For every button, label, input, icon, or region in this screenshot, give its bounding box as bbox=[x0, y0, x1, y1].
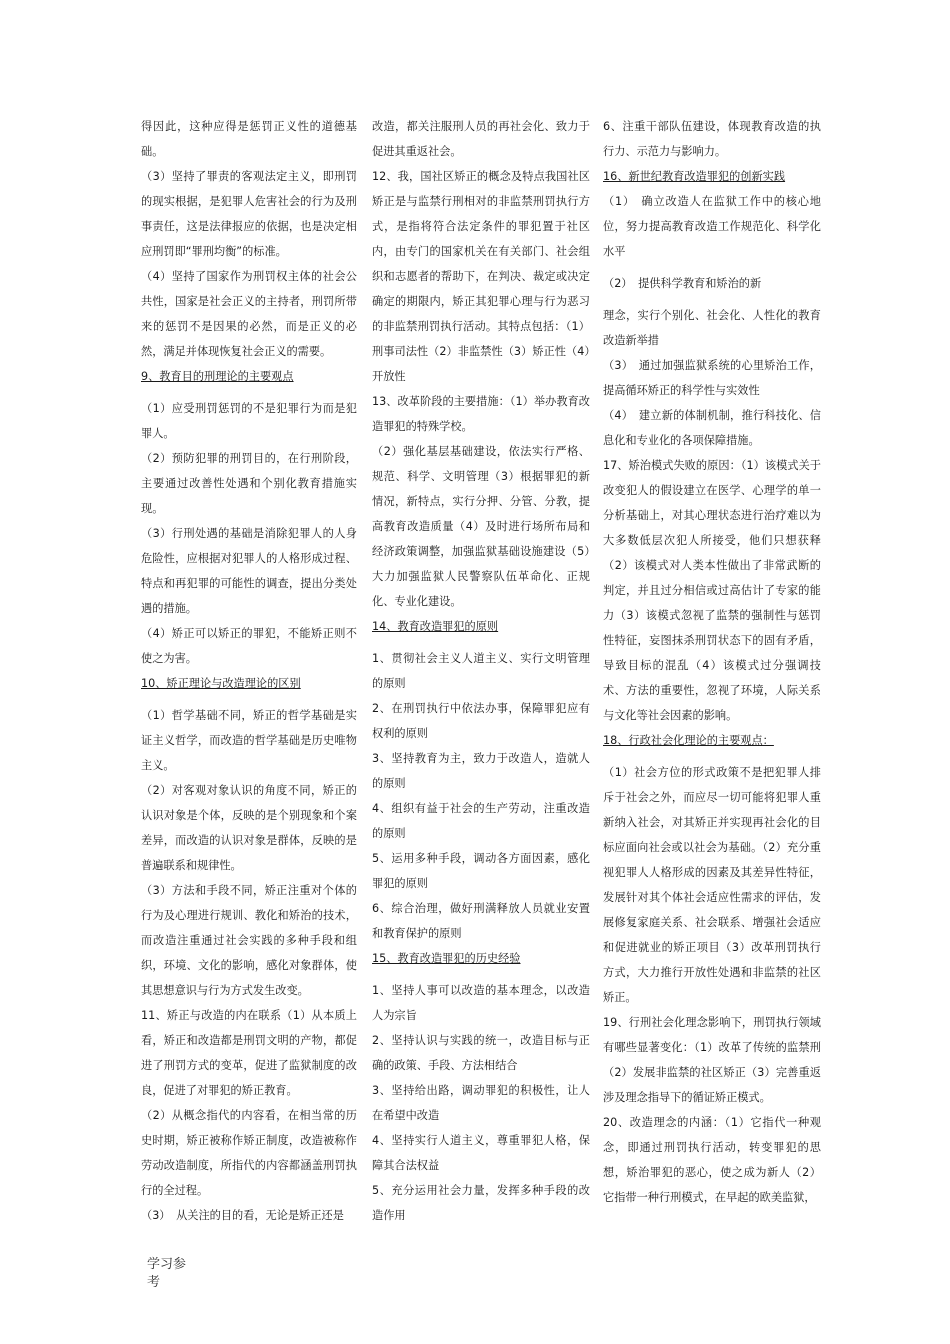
section-heading: 16、新世纪教育改造罪犯的创新实践 bbox=[603, 170, 786, 183]
paragraph: 改造，都关注服刑人员的再社会化、致力于促进其重返社会。 bbox=[372, 120, 590, 158]
list-item: 4、组织有益于社会的生产劳动，注重改造的原则 bbox=[372, 802, 590, 840]
paragraph: （3） 通过加强监狱系统的心里矫治工作，提高循环矫正的科学性与实效性 bbox=[603, 359, 821, 397]
section-heading: 15、教育改造罪犯的历史经验 bbox=[372, 952, 521, 965]
paragraph: （4） 建立新的体制机制，推行科技化、信息化和专业化的各项保障措施。 bbox=[603, 409, 821, 447]
paragraph: （1） 确立改造人在监狱工作中的核心地位，努力提高教育改造工作规范化、科学化水平 bbox=[603, 195, 821, 258]
paragraph: （3） 从关注的目的看，无论是矫正还是 bbox=[141, 1209, 344, 1222]
list-item: 5、充分运用社会力量，发挥多种手段的改造作用 bbox=[372, 1184, 590, 1222]
paragraph: 6、注重干部队伍建设，体现教育改造的执行力、示范力与影响力。 bbox=[603, 120, 821, 158]
list-item: 1、贯彻社会主义人道主义、实行文明管理的原则 bbox=[372, 652, 590, 690]
paragraph: 理念，实行个别化、社会化、人性化的教育改造新举措 bbox=[603, 309, 821, 347]
paragraph: （3）方法和手段不同，矫正注重对个体的行为及心理进行规训、教化和矫治的技术，而改造注重通过社会实践的多种手段和组织，环境、文化的影响，感化对象群体，使其思想意识与行为方式发生改变。 bbox=[141, 884, 357, 997]
paragraph: （4）坚持了国家作为刑罚权主体的社会公共性，国家是社会正义的主持者，刑罚所带来的惩罚不是因果的必然，而是正义的必然，满足并体现恢复社会正义的需要。 bbox=[141, 270, 357, 358]
paragraph: （2）预防犯罪的刑罚目的，在行刑阶段，主要通过改善性处遇和个别化教育措施实现。 bbox=[141, 452, 357, 515]
paragraph: （4）矫正可以矫正的罪犯，不能矫正则不使之为害。 bbox=[141, 627, 357, 665]
section-heading: 18、行政社会化理论的主要观点： bbox=[603, 734, 774, 747]
paragraph: （1）社会方位的形式政策不是把犯罪人排斥于社会之外，而应尽一切可能将犯罪人重新纳入社会，对其矫正并实现再社会化的目标应面向社会或以社会为基础。（2）充分重视犯罪人人格形成的因素及其差异性特征，发展针对其个体社会适应性需求的评估，发展修复家庭关系、社会联系、增强社会适应和促进就业的矫正项目（3）改革刑罚执行方式，大力推行开放性处遇和非监禁的社区矫正。 bbox=[603, 766, 821, 1004]
paragraph: 得因此，这种应得是惩罚正义性的道德基础。 bbox=[141, 120, 357, 158]
list-item: 5、运用多种手段，调动各方面因素，感化罪犯的原则 bbox=[372, 852, 590, 890]
paragraph: （3）行刑处遇的基础是消除犯罪人的人身危险性，应根据对犯罪人的人格形成过程、特点和再犯罪的可能性的调查，提出分类处遇的措施。 bbox=[141, 527, 357, 615]
section-heading: 9、教育目的刑理论的主要观点 bbox=[141, 370, 294, 383]
list-item: 3、坚持给出路，调动罪犯的积极性，让人在希望中改造 bbox=[372, 1084, 590, 1122]
paragraph: （2）对客观对象认识的角度不同，矫正的认识对象是个体，反映的是个别现象和个案差异，而改造的认识对象是群体，反映的是普遍联系和规律性。 bbox=[141, 784, 357, 872]
text-column-1 bbox=[141, 114, 357, 1228]
paragraph: 11、矫正与改造的内在联系（1）从本质上看，矫正和改造都是刑罚文明的产物，都促进了刑罚方式的变革，促进了监狱制度的改良，促进了对罪犯的矫正教育。 bbox=[141, 1009, 357, 1097]
list-item: 2、坚持认识与实践的统一，改造目标与正确的政策、手段、方法相结合 bbox=[372, 1034, 590, 1072]
paragraph: （2） 提供科学教育和矫治的新 bbox=[603, 277, 762, 290]
list-item: 4、坚持实行人道主义，尊重罪犯人格，保障其合法权益 bbox=[372, 1134, 590, 1172]
section-heading: 10、矫正理论与改造理论的区别 bbox=[141, 677, 301, 690]
paragraph: 19、行刑社会化理念影响下，刑罚执行领域有哪些显著变化：（1）改革了传统的监禁刑（2）发展非监禁的社区矫正（3）完善重返涉及理念指导下的循证矫正模式。 bbox=[603, 1016, 821, 1104]
list-item: 6、综合治理，做好刑满释放人员就业安置和教育保护的原则 bbox=[372, 902, 590, 940]
list-item: 2、在刑罚执行中依法办事，保障罪犯应有权利的原则 bbox=[372, 702, 590, 740]
paragraph: （2）从概念指代的内容看，在相当常的历史时期，矫正被称作矫正制度，改造被称作劳动改造制度，所指代的内容都涵盖刑罚执行的全过程。 bbox=[141, 1109, 357, 1197]
paragraph: 17、矫治模式失败的原因：（1）该模式关于改变犯人的假设建立在医学、心理学的单一分析基础上，对其心理状态进行治疗难以为大多数低层次犯人所接受，他们只想获释（2）该模式对人类本性做出了非常武断的判定，并且过分相信或过高估计了专家的能力（3）该模式忽视了监禁的强制性与惩罚性特征，妄图抹杀刑罚状态下的固有矛盾，导致目标的混乱（4）该模式过分强调技术、方法的重要性，忽视了环境，人际关系与文化等社会因素的影响。 bbox=[603, 459, 821, 722]
text-column-2 bbox=[372, 114, 590, 1228]
paragraph: （1）应受刑罚惩罚的不是犯罪行为而是犯罪人。 bbox=[141, 402, 357, 440]
list-item: 1、坚持人事可以改造的基本理念，以改造人为宗旨 bbox=[372, 984, 590, 1022]
text-column-3 bbox=[603, 114, 821, 1210]
paragraph: 13、改革阶段的主要措施：（1）举办教育改造罪犯的特殊学校。 bbox=[372, 395, 590, 433]
paragraph: 20、改造理念的内涵：（1）它指代一种观念，即通过刑罚执行活动，转变罪犯的思想，矫治罪犯的恶心，使之成为新人（2）它指带一种行刑模式，在早起的欧美监狱， bbox=[603, 1116, 821, 1204]
section-heading: 14、教育改造罪犯的原则 bbox=[372, 620, 499, 633]
footer-note: 学习参考 bbox=[147, 1257, 187, 1290]
paragraph: （2）强化基层基础建设，依法实行严格、规范、科学、文明管理（3）根据罪犯的新情况，新特点，实行分押、分管、分教，提高教育改造质量（4）及时进行场所布局和经济政策调整，加强监狱基础设施建设（5）大力加强监狱人民警察队伍革命化、正规化、专业化建设。 bbox=[372, 445, 590, 608]
list-item: 3、坚持教育为主，致力于改造人，造就人的原则 bbox=[372, 752, 590, 790]
paragraph: 12、我，国社区矫正的概念及特点我国社区矫正是与监禁行刑相对的非监禁刑罚执行方式，是指将符合法定条件的罪犯置于社区内，由专门的国家机关在有关部门、社会组织和志愿者的帮助下，在判决、裁定或决定确定的期限内，矫正其犯罪心理与行为恶习的非监禁刑罚执行活动。其特点包括：（1）刑事司法性（2）非监禁性（3）矫正性（4）开放性 bbox=[372, 170, 590, 383]
paragraph: （1）哲学基础不同，矫正的哲学基础是实证主义哲学，而改造的哲学基础是历史唯物主义。 bbox=[141, 709, 357, 772]
paragraph: （3）坚持了罪责的客观法定主义，即刑罚的现实根据，是犯罪人危害社会的行为及刑事责任，这是法律报应的依据，也是决定相应刑罚即“罪刑均衡”的标准。 bbox=[141, 170, 357, 258]
